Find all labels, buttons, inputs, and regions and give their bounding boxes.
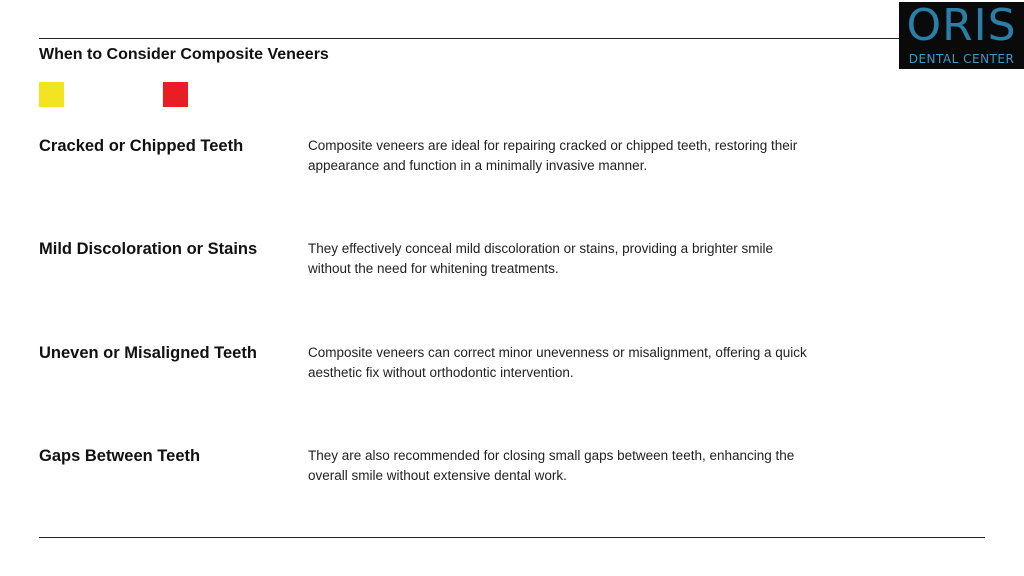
row-description: They are also recommended for closing small gaps between teeth, enhancing the overall smile without extensive dental work. (308, 448, 795, 483)
row-description: Composite veneers are ideal for repairing cracked or chipped teeth, restoring their appearance and function in a minimally invasive manner. (308, 138, 798, 173)
yellow-swatch (39, 82, 64, 107)
row-description: Composite veneers can correct minor unevenness or misalignment, offering a quick aesthetic fix without orthodontic intervention. (308, 345, 807, 380)
logo-subtitle: DENTAL CENTER (908, 52, 1015, 66)
row-description: They effectively conceal mild discoloration or stains, providing a brighter smile without the need for whitening treatments. (308, 241, 773, 276)
slide-title: When to Consider Composite Veneers (39, 46, 329, 63)
row-title: Cracked or Chipped Teeth (39, 137, 244, 155)
bottom-rule (39, 537, 985, 538)
row-title: Gaps Between Teeth (39, 447, 201, 465)
row-title: Mild Discoloration or Stains (39, 240, 258, 258)
logo (899, 2, 1024, 69)
row-title: Uneven or Misaligned Teeth (39, 344, 257, 362)
red-swatch (163, 82, 188, 107)
logo-word: ORIS (906, 2, 1017, 51)
top-rule (39, 38, 901, 39)
